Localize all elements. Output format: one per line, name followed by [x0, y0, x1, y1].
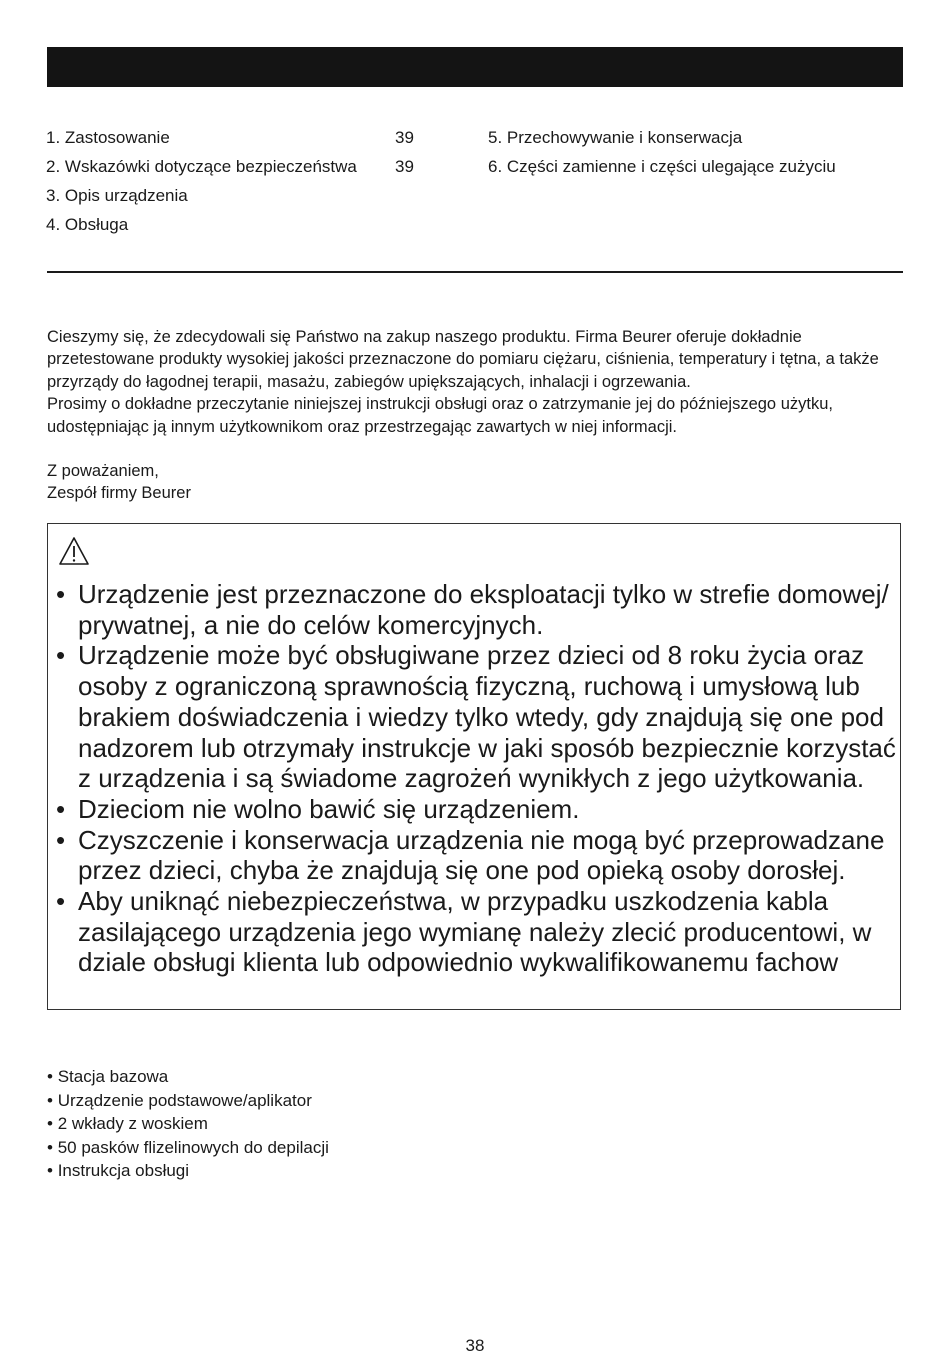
toc-item[interactable] [488, 156, 839, 178]
regards-block [47, 460, 191, 505]
intro-paragraph: Cieszymy się, że zdecydowali się Państwo na zakup naszego produktu. Firma Beurer oferuje dokładnie przetestowane produkty wysokiej jakości przeznaczone do pomiaru ciężaru, ciśnienia, temperatury i tętna, a także przyrządy do łagodnej terapii, masażu, zabiegów upiększających, inhalacji i ogrzewania. [47, 328, 879, 391]
warning-triangle-icon [58, 536, 90, 566]
toc-item[interactable] [46, 156, 426, 178]
toc-item-label: 6. Części zamienne i części ulegające zużyciu [488, 157, 836, 176]
toc-item-label: 5. Przechowywanie i konserwacja [488, 128, 743, 147]
list-item: • 50 pasków flizelinowych do depilacji [47, 1136, 329, 1160]
warning-list [56, 579, 896, 978]
toc-item-page: 39 [395, 128, 414, 147]
intro-paragraph: Prosimy o dokładne przeczytanie niniejszej instrukcji obsługi oraz o zatrzymanie jej do późniejszego użytku, udostępniając ją innym użytkownikom oraz przestrzegając zawartych w niej informacji. [47, 395, 833, 436]
package-contents-list [47, 1065, 329, 1183]
toc-item[interactable] [488, 127, 888, 149]
page-number: 38 [465, 1336, 485, 1355]
toc-item-label: 3. Opis urządzenia [46, 186, 188, 205]
warning-item: • Urządzenie jest przeznaczone do eksploatacji tylko w strefie domowej/ prywatnej, a nie do celów komercyjnych. [56, 579, 896, 640]
list-item: • Instrukcja obsługi [47, 1159, 329, 1183]
section-divider [47, 271, 903, 273]
intro-text [47, 326, 907, 438]
regards-signature: Zespół firmy Beurer [47, 484, 191, 503]
toc-right-column [488, 127, 888, 185]
toc-item[interactable] [46, 127, 426, 149]
warning-item: • Aby uniknąć niebezpieczeństwa, w przypadku uszkodzenia kabla zasilającego urządzenia jego wymianę należy zlecić producentowi, w dziale obsługi klienta lub odpowiednio wykwalifikowanemu fachow [56, 886, 896, 978]
toc-item-label: 4. Obsługa [46, 215, 129, 234]
regards-line: Z poważaniem, [47, 462, 159, 480]
list-item: • 2 wkłady z woskiem [47, 1112, 329, 1136]
warning-box [47, 523, 901, 1010]
warning-item: • Czyszczenie i konserwacja urządzenia nie mogą być przeprowadzane przez dzieci, chyba że znajdują się one pod opieką osoby dorosłej. [56, 825, 896, 886]
toc-item-label: 1. Zastosowanie [46, 128, 170, 147]
warning-item: • Urządzenie może być obsługiwane przez dzieci od 8 roku życia oraz osoby z ograniczoną sprawnością fizyczną, ruchową i umysłową lub brakiem doświadczenia i wiedzy tylko wtedy, gdy znajdują się one pod nadzorem lub otrzymały instrukcje w jaki sposób bezpiecznie korzystać z urządzenia i są świadome zagrożeń wynikłych z jego użytkowania. [56, 640, 896, 794]
list-item: • Urządzenie podstawowe/aplikator [47, 1089, 329, 1113]
toc-item[interactable] [46, 185, 426, 207]
warning-item: • Dzieciom nie wolno bawić się urządzeniem. [56, 794, 896, 825]
list-item: • Stacja bazowa [47, 1065, 329, 1089]
header-bar [47, 47, 903, 87]
toc-item-label: 2. Wskazówki dotyczące bezpieczeństwa [46, 157, 357, 176]
toc-left-column [46, 127, 426, 243]
toc-item[interactable] [46, 214, 426, 236]
toc-item-page: 39 [395, 157, 414, 176]
